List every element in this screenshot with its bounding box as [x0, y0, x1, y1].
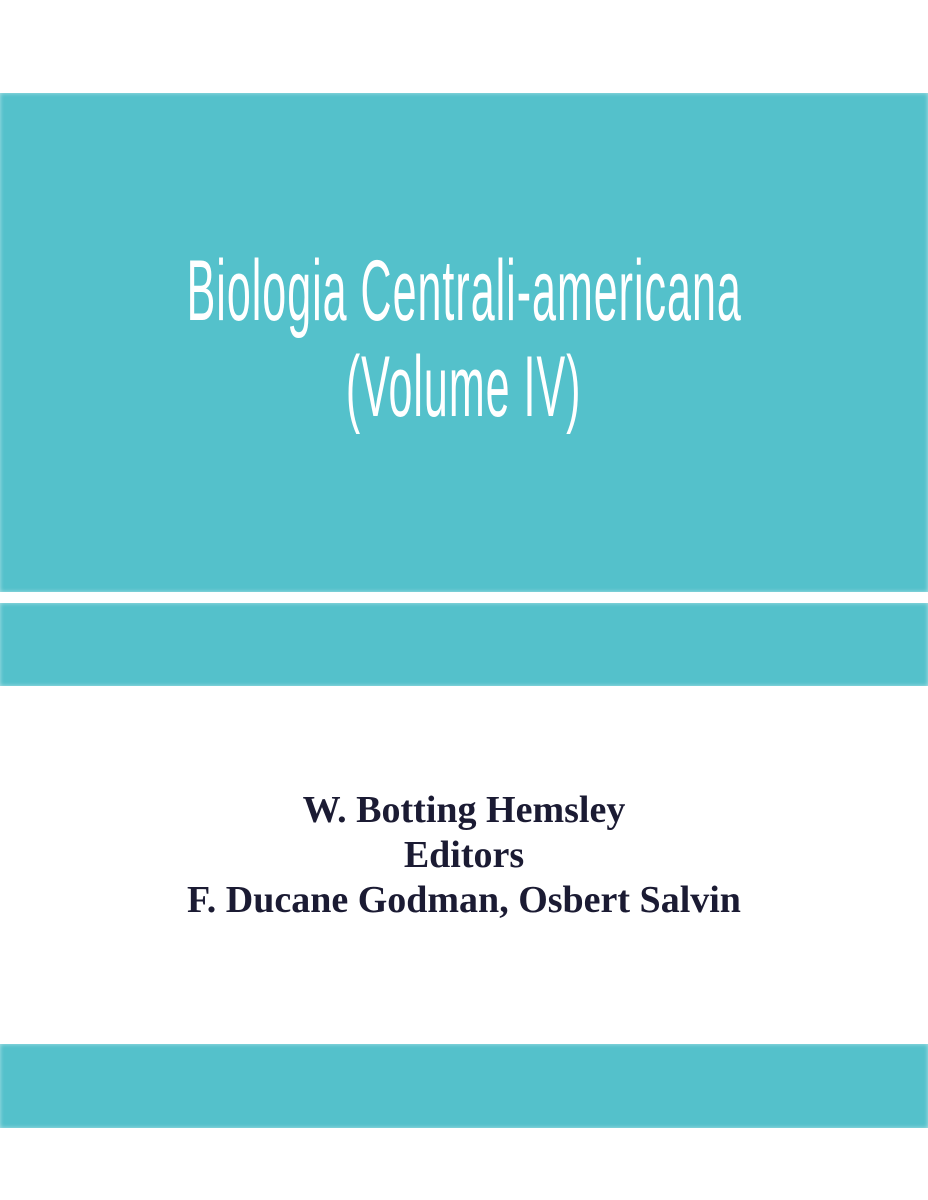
author-name: W. Botting Hemsley	[302, 789, 626, 831]
book-title-line-2: (Volume IV)	[346, 338, 582, 435]
editor-names: F. Ducane Godman, Osbert Salvin	[187, 879, 741, 921]
accent-band-upper	[0, 603, 928, 686]
editors-label: Editors	[403, 834, 525, 876]
accent-band-lower	[0, 1044, 928, 1128]
author-section	[0, 788, 928, 923]
title-block	[0, 89, 928, 588]
book-title-line-1: Biologia Centrali-americana	[186, 242, 742, 339]
title-panel	[0, 93, 928, 592]
